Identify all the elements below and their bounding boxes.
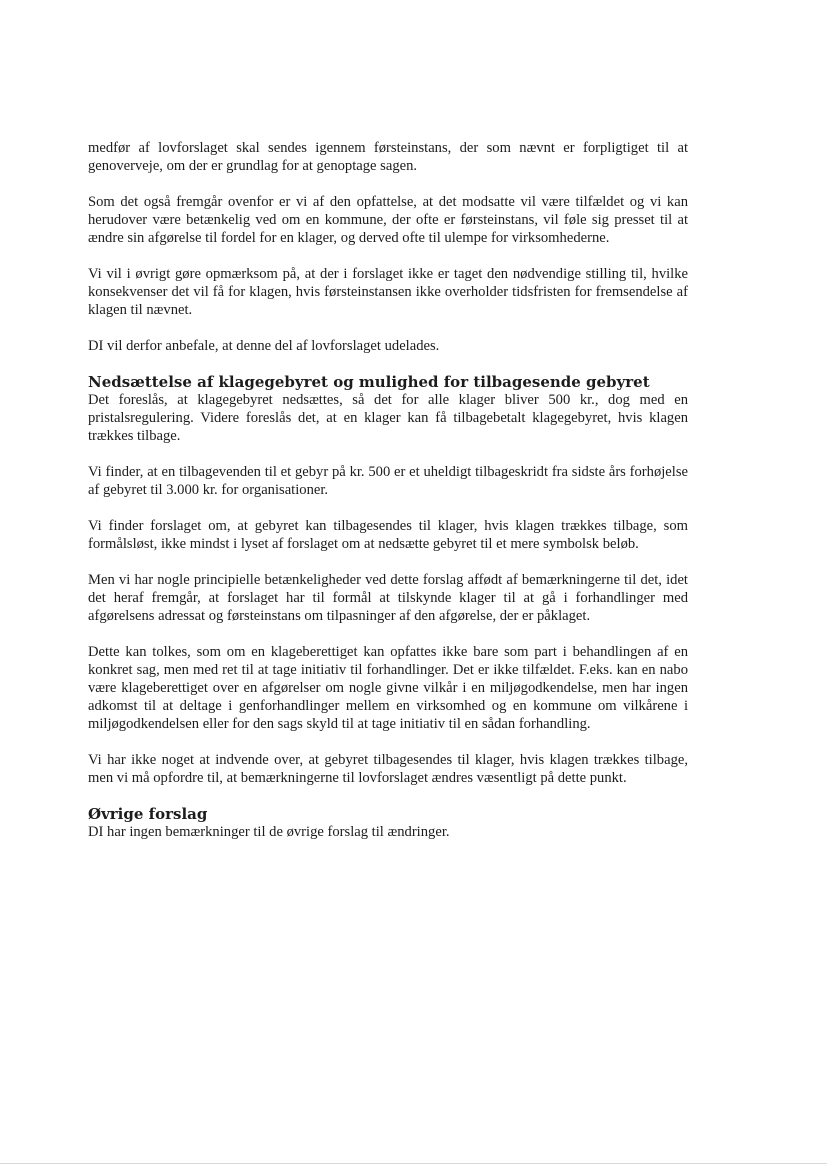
paragraph-fee-2: Vi finder, at en tilbagevenden til et gebyr på kr. 500 er et uheldigt tilbageskridt fra sidste års forhøjelse af gebyret til 3.000 kr. for organisationer.	[88, 464, 688, 498]
document-body	[88, 139, 688, 859]
paragraph-intro-1: medfør af lovforslaget skal sendes igennem førsteinstans, der som nævnt er forpligtiget til at genoverveje, om der er grundlag for at genoptage sagen.	[88, 140, 688, 174]
paragraph-intro-2: Som det også fremgår ovenfor er vi af den opfattelse, at det modsatte vil være tilfældet og vi kan herudover være betænkelig ved om en kommune, der ofte er førsteinstans, vil føle sig presset til at ændre sin afgørelse til fordel for en klager, og derved ofte til ulempe for virksomhederne.	[88, 194, 688, 246]
paragraph-fee-1: Det foreslås, at klagegebyret nedsættes, så det for alle klager bliver 500 kr., dog med en pristalsregulering. Videre foreslås det, at en klager kan få tilbagebetalt klagegebyret, hvis klagen trækkes tilbage.	[88, 392, 688, 444]
section-heading-other: Øvrige forslag	[88, 805, 208, 823]
paragraph-fee-5: Dette kan tolkes, som om en klageberettiget kan opfattes ikke bare som part i behandlingen af en konkret sag, men med ret til at tage initiativ til forhandlinger. Det er ikke tilfældet. F.eks. kan en nabo være klageberettiget over en afgørelser om nogle givne vilkår i en miljøgodkendelse, men har ingen adkomst til at deltage i genforhandlinger mellem en virksomhed og en kommune om vilkårene i miljøgodkendelsen eller for den sags skyld til at tage initiativ til en sådan forhandling.	[88, 644, 688, 732]
paragraph-fee-6: Vi har ikke noget at indvende over, at gebyret tilbagesendes til klager, hvis klagen trækkes tilbage, men vi må opfordre til, at bemærkningerne til lovforslaget ændres væsentligt på dette punkt.	[88, 752, 688, 786]
paragraph-intro-4: DI vil derfor anbefale, at denne del af lovforslaget udelades.	[88, 338, 440, 354]
paragraph-fee-3: Vi finder forslaget om, at gebyret kan tilbagesendes til klager, hvis klagen trækkes tilbage, som formålsløst, ikke mindst i lyset af forslaget om at nedsætte gebyret til et mere symbolsk beløb.	[88, 518, 688, 552]
paragraph-fee-4: Men vi har nogle principielle betænkeligheder ved dette forslag affødt af bemærkningerne til det, idet det heraf fremgår, at forslaget har til formål at tilskynde klager til at gå i forhandlinger med afgørelsens adressat og førsteinstans om tilpasninger af den afgørelse, der er påklaget.	[88, 572, 688, 624]
paragraph-other-1: DI har ingen bemærkninger til de øvrige forslag til ændringer.	[88, 824, 450, 840]
section-heading-fee: Nedsættelse af klagegebyret og mulighed for tilbagesende gebyret	[88, 373, 650, 391]
page-bottom-edge	[0, 1163, 827, 1164]
paragraph-intro-3: Vi vil i øvrigt gøre opmærksom på, at der i forslaget ikke er taget den nødvendige stilling til, hvilke konsekvenser det vil få for klagen, hvis førsteinstansen ikke overholder tidsfristen for fremsendelse af klagen til nævnet.	[88, 266, 688, 318]
